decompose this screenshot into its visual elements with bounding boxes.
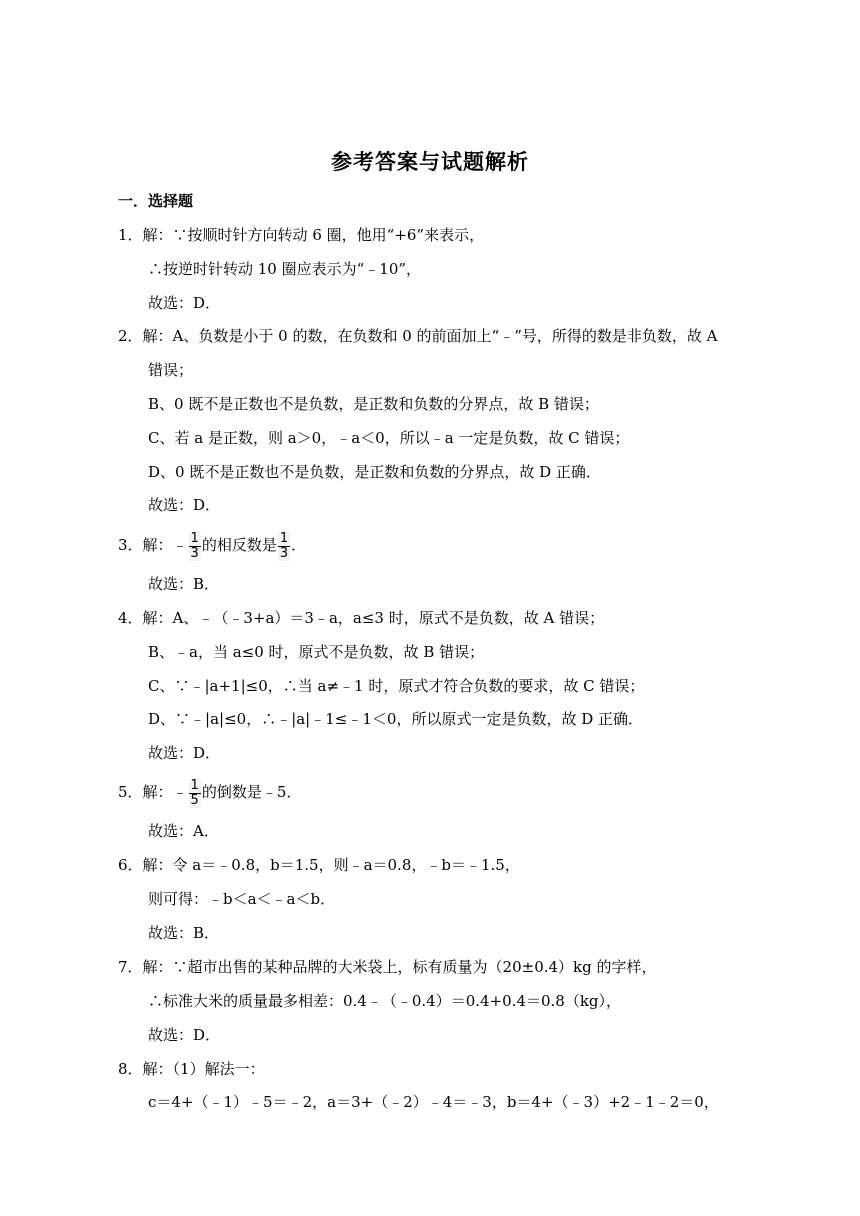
q1-line-1: 1．解：∵按顺时针方向转动 6 圈，他用“+6”来表示， bbox=[118, 226, 485, 244]
q7-line-1: 7．解：∵超市出售的某种品牌的大米袋上，标有质量为（20±0.4）kg 的字样， bbox=[118, 958, 657, 976]
q3-middle: 的相反数是 bbox=[201, 536, 277, 554]
page-title: 参考答案与试题解析 bbox=[331, 150, 529, 174]
q6-answer: 故选：B． bbox=[148, 924, 220, 942]
q2-line-1: 2．解：A、负数是小于 0 的数，在负数和 0 的前面加上“﹣”号，所得的数是非负数，故 A bbox=[118, 327, 718, 345]
fraction-one-fifth bbox=[189, 779, 201, 808]
q4-line-1: 4．解：A、﹣（﹣3+a）＝3﹣a，a≤3 时，原式不是负数，故 A 错误； bbox=[118, 609, 605, 627]
q4-answer: 故选：D． bbox=[148, 744, 221, 762]
fraction-numerator: 1 bbox=[190, 777, 199, 793]
q4-line-3: C、∵﹣|a+1|≤0，∴当 a≠﹣1 时，原式才符合负数的要求，故 C 错误； bbox=[148, 677, 645, 695]
q3-line-1 bbox=[118, 530, 306, 560]
q2-line-5: D、0 既不是正数也不是负数，是正数和负数的分界点，故 D 正确． bbox=[148, 463, 601, 481]
fraction-numerator: 1 bbox=[279, 530, 289, 546]
q3-prefix: 3．解：﹣ bbox=[118, 536, 188, 554]
fraction-numerator: 1 bbox=[190, 530, 199, 546]
q2-answer: 故选：D． bbox=[148, 496, 221, 514]
q3-answer: 故选：B． bbox=[148, 575, 220, 593]
q5-prefix: 5．解：﹣ bbox=[118, 783, 188, 801]
q6-line-2: 则可得：﹣b＜a＜﹣a＜b． bbox=[148, 890, 336, 908]
fraction-one-third bbox=[278, 532, 290, 561]
fraction-denominator: 5 bbox=[190, 792, 199, 808]
q4-line-4: D、∵﹣|a|≤0，∴﹣|a|﹣1≤﹣1＜0，所以原式一定是负数，故 D 正确． bbox=[148, 710, 644, 728]
fraction-denominator: 3 bbox=[190, 545, 199, 561]
q1-answer: 故选：D． bbox=[148, 294, 221, 312]
fraction-denominator: 3 bbox=[279, 545, 289, 561]
q7-answer: 故选：D． bbox=[148, 1026, 221, 1044]
q5-suffix: 的倒数是﹣5． bbox=[201, 783, 302, 801]
q8-line-2: c＝4+（﹣1）﹣5＝﹣2，a＝3+（﹣2）﹣4＝﹣3，b＝4+（﹣3）+2﹣1﹣2＝0， bbox=[148, 1093, 719, 1111]
q6-line-1: 6．解：令 a＝﹣0.8，b＝1.5，则﹣a＝0.8，﹣b＝﹣1.5， bbox=[118, 856, 520, 874]
q5-line-1 bbox=[118, 777, 301, 807]
q1-line-2: ∴按逆时针转动 10 圈应表示为“﹣10”， bbox=[148, 260, 422, 278]
q3-suffix: ． bbox=[291, 536, 307, 554]
section-heading: 一．选择题 bbox=[118, 192, 194, 210]
q2-line-3: B、0 既不是正数也不是负数，是正数和负数的分界点，故 B 错误； bbox=[148, 395, 599, 413]
fraction-one-third bbox=[189, 532, 201, 561]
q2-line-4: C、若 a 是正数，则 a＞0，﹣a＜0，所以﹣a 一定是负数，故 C 错误； bbox=[148, 429, 630, 447]
q7-line-2: ∴标准大米的质量最多相差：0.4﹣（﹣0.4）＝0.4+0.4＝0.8（kg）， bbox=[148, 992, 622, 1010]
q4-line-2: B、﹣a，当 a≤0 时，原式不是负数，故 B 错误； bbox=[148, 643, 485, 661]
q2-line-2: 错误； bbox=[148, 361, 194, 379]
q8-line-1: 8．解：（1）解法一： bbox=[118, 1060, 265, 1078]
q5-answer: 故选：A． bbox=[148, 822, 219, 840]
